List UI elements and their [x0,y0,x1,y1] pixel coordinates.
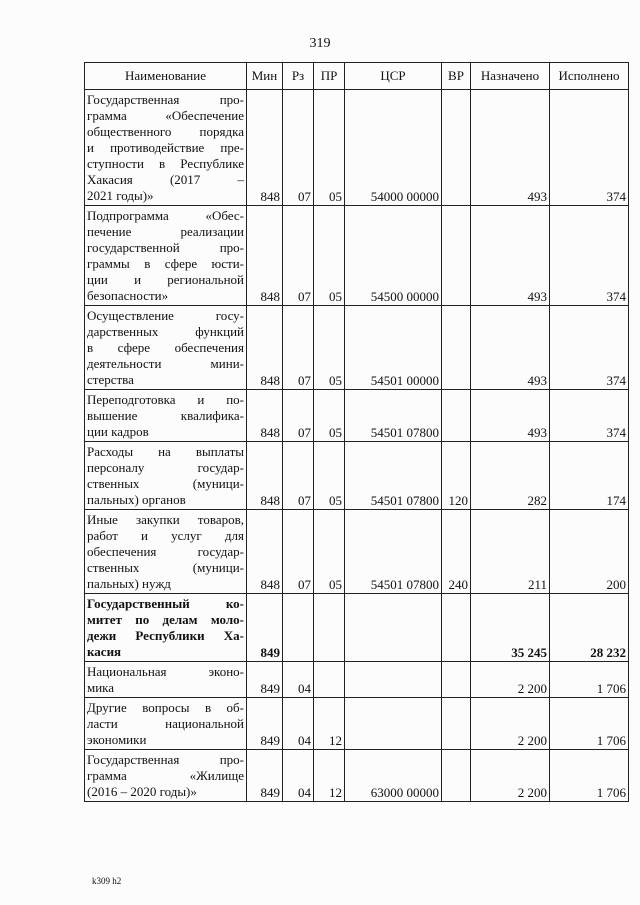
row-name-line: ственных (муници- [87,560,244,575]
row-name-line: ласти национальной [87,716,244,731]
table-row [85,206,629,306]
row-vr [442,306,471,390]
header-min: Мин [247,63,283,90]
row-name-line: Другие вопросы в об- [87,700,244,715]
row-vr: 240 [442,510,471,594]
row-vr [442,206,471,306]
row-name-line: Национальная эконо- [87,664,244,679]
row-rz: 04 [283,662,314,698]
table-row [85,594,629,662]
row-min: 849 [247,750,283,802]
row-name-line: Переподготовка и по- [87,392,244,407]
row-rz: 04 [283,698,314,750]
row-vr [442,698,471,750]
row-vr [442,594,471,662]
row-name [85,698,247,750]
row-csr: 54501 00000 [345,306,442,390]
row-name-line: пальных) нужд [87,576,171,591]
row-pr [314,594,345,662]
row-csr: 54500 00000 [345,206,442,306]
row-name-line: граммы в сфере юсти- [87,256,244,271]
row-name-line: ции кадров [87,424,149,439]
row-assigned: 282 [471,442,550,510]
table-row [85,90,629,206]
row-rz: 07 [283,306,314,390]
row-name-line: в сфере обеспечения [87,340,244,355]
row-name-line: персоналу государ- [87,460,244,475]
row-executed: 174 [550,442,629,510]
row-assigned: 2 200 [471,750,550,802]
row-csr: 54501 07800 [345,442,442,510]
row-pr: 05 [314,306,345,390]
row-name-line: обеспечения государ- [87,544,244,559]
row-rz: 07 [283,206,314,306]
row-rz: 07 [283,442,314,510]
row-name-line: ступности в Республике [87,156,244,171]
row-name-line: митет по делам моло- [87,612,244,627]
row-name-line: работ и услуг для [87,528,244,543]
row-csr [345,594,442,662]
header-vr: ВР [442,63,471,90]
row-rz [283,594,314,662]
row-name-line: (2016 – 2020 годы)» [87,784,197,799]
row-pr: 05 [314,442,345,510]
row-name-line: Иные закупки товаров, [87,512,244,527]
header-csr: ЦСР [345,63,442,90]
row-name-line: Хакасия (2017 – [87,172,244,187]
row-name-line: государственной про- [87,240,244,255]
row-min: 848 [247,206,283,306]
row-name [85,662,247,698]
row-pr: 05 [314,206,345,306]
row-name-line: печение реализации [87,224,244,239]
row-min: 849 [247,662,283,698]
row-name [85,510,247,594]
row-name-line: грамма «Обеспечение [87,108,244,123]
row-executed: 374 [550,206,629,306]
row-name-line: Государственный ко- [87,596,244,611]
row-vr: 120 [442,442,471,510]
table-row [85,510,629,594]
row-name-line: мика [87,680,115,695]
row-min: 849 [247,698,283,750]
row-executed: 1 706 [550,662,629,698]
row-assigned: 493 [471,390,550,442]
table-row [85,750,629,802]
row-csr: 54000 00000 [345,90,442,206]
row-vr [442,662,471,698]
row-vr [442,750,471,802]
row-min: 848 [247,510,283,594]
budget-table [84,62,629,802]
row-name-line: стерства [87,372,134,387]
table-body [85,90,629,802]
row-name-line: ции и региональной [87,272,244,287]
table-row [85,698,629,750]
row-assigned: 493 [471,206,550,306]
table-row [85,390,629,442]
row-assigned: 493 [471,306,550,390]
row-rz: 04 [283,750,314,802]
row-name-line: пальных) органов [87,492,186,507]
header-rz: Рз [283,63,314,90]
row-assigned: 211 [471,510,550,594]
table-row [85,442,629,510]
row-name [85,594,247,662]
row-name-line: Государственная про- [87,752,244,767]
row-rz: 07 [283,390,314,442]
row-pr: 12 [314,698,345,750]
row-name-line: Осуществление госу- [87,308,244,323]
row-executed: 28 232 [550,594,629,662]
header-executed: Исполнено [550,63,629,90]
row-name [85,750,247,802]
row-pr: 05 [314,390,345,442]
row-rz: 07 [283,90,314,206]
row-name-line: экономики [87,732,147,747]
row-rz: 07 [283,510,314,594]
row-pr: 05 [314,90,345,206]
row-assigned: 35 245 [471,594,550,662]
footer-code: k309 h2 [92,876,122,886]
header-pr: ПР [314,63,345,90]
row-min: 848 [247,90,283,206]
row-executed: 374 [550,306,629,390]
row-min: 848 [247,442,283,510]
row-min: 848 [247,306,283,390]
row-min: 848 [247,390,283,442]
table-header-row [85,63,629,90]
row-csr: 63000 00000 [345,750,442,802]
row-executed: 1 706 [550,698,629,750]
row-name [85,306,247,390]
row-name-line: дежи Республики Ха- [87,628,244,643]
row-name [85,206,247,306]
table-row [85,306,629,390]
header-name: Наименование [85,63,247,90]
row-pr: 05 [314,510,345,594]
row-pr [314,662,345,698]
row-csr [345,662,442,698]
row-name-line: и противодействие пре- [87,140,244,155]
row-name-line: дарственных функций [87,324,244,339]
row-pr: 12 [314,750,345,802]
row-name-line: грамма «Жилище [87,768,244,783]
page-number: 319 [309,36,331,51]
row-assigned: 2 200 [471,662,550,698]
row-vr [442,390,471,442]
row-name [85,442,247,510]
row-name-line: общественного порядка [87,124,244,139]
row-name-line: Государственная про- [87,92,244,107]
row-min: 849 [247,594,283,662]
row-executed: 374 [550,390,629,442]
row-assigned: 2 200 [471,698,550,750]
row-name [85,390,247,442]
row-name-line: Расходы на выплаты [87,444,244,459]
row-vr [442,90,471,206]
row-name-line: касия [87,644,122,659]
row-name-line: вышение квалифика- [87,408,244,423]
row-csr: 54501 07800 [345,390,442,442]
row-name-line: ственных (муници- [87,476,244,491]
row-csr [345,698,442,750]
row-executed: 200 [550,510,629,594]
row-executed: 374 [550,90,629,206]
row-name-line: деятельности мини- [87,356,244,371]
row-assigned: 493 [471,90,550,206]
header-assigned: Назначено [471,63,550,90]
row-name-line: Подпрограмма «Обес- [87,208,244,223]
table-row [85,662,629,698]
row-name [85,90,247,206]
row-name-line: безопасности» [87,288,169,303]
row-executed: 1 706 [550,750,629,802]
row-csr: 54501 07800 [345,510,442,594]
row-name-line: 2021 годы)» [87,188,154,203]
